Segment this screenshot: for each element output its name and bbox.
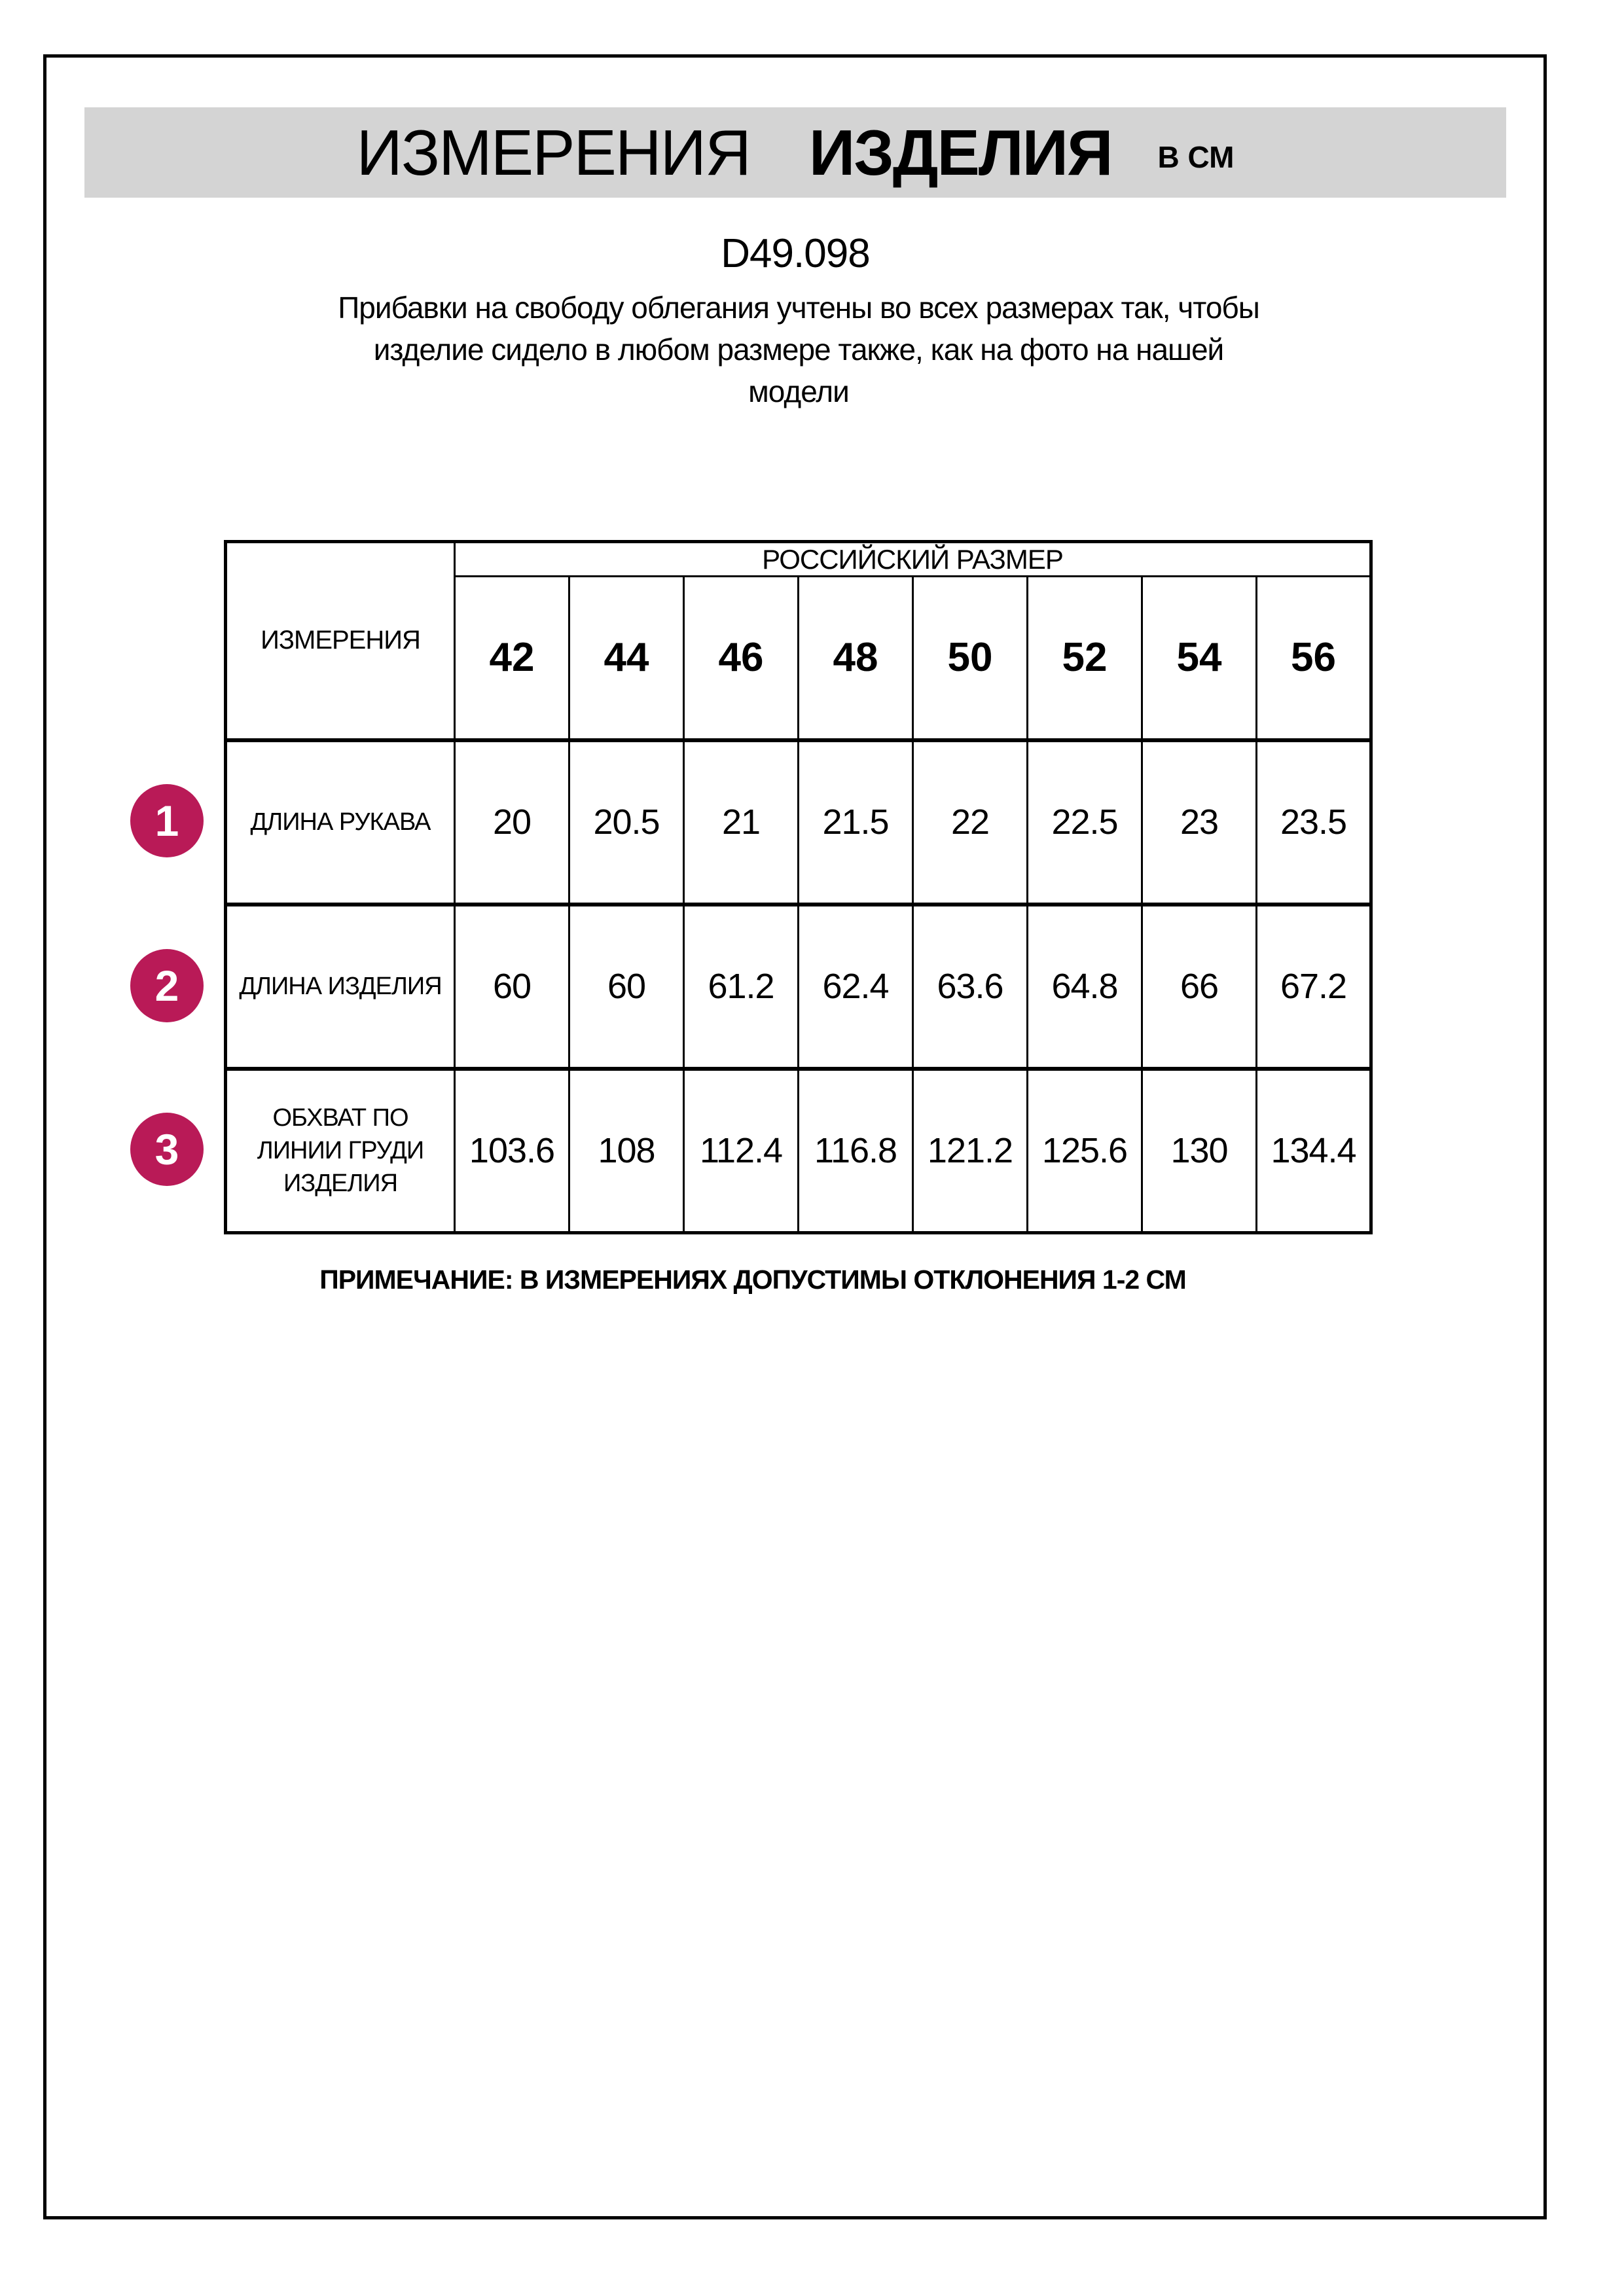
page-title-measurements: ИЗМЕРЕНИЯ	[356, 116, 750, 188]
intro-paragraph	[223, 287, 1375, 412]
value-cell: 62.4	[799, 905, 913, 1069]
size-header-cell: 44	[569, 577, 684, 740]
page-title-units: В СМ	[1157, 140, 1235, 174]
row-label-cell: ДЛИНА РУКАВА	[226, 740, 455, 905]
corner-label-cell: ИЗМЕРЕНИЯ	[226, 542, 455, 740]
value-cell: 121.2	[913, 1069, 1028, 1233]
value-cell: 22	[913, 740, 1028, 905]
value-cell: 103.6	[455, 1069, 569, 1233]
value-cell: 22.5	[1028, 740, 1142, 905]
row-number-badge-2	[130, 949, 204, 1022]
value-cell: 116.8	[799, 1069, 913, 1233]
value-cell: 23.5	[1257, 740, 1371, 905]
intro-line: модели	[748, 374, 849, 408]
value-cell: 108	[569, 1069, 684, 1233]
group-header-cell: РОССИЙСКИЙ РАЗМЕР	[455, 542, 1371, 577]
intro-line: Прибавки на свободу облегания учтены во всех размерах так, чтобы	[338, 291, 1259, 325]
table-row-item-length	[226, 905, 1371, 1069]
value-cell: 60	[455, 905, 569, 1069]
value-cell: 125.6	[1028, 1069, 1142, 1233]
table-row-sleeve-length	[226, 740, 1371, 905]
row-label-cell: ОБХВАТ ПО ЛИНИИ ГРУДИ ИЗДЕЛИЯ	[226, 1069, 455, 1233]
size-header-cell: 42	[455, 577, 569, 740]
size-header-cell: 50	[913, 577, 1028, 740]
tolerance-note: ПРИМЕЧАНИЕ: В ИЗМЕРЕНИЯХ ДОПУСТИМЫ ОТКЛОНЕНИЯ 1-2 СМ	[319, 1265, 1186, 1295]
size-header-cell: 56	[1257, 577, 1371, 740]
table-row-chest-girth	[226, 1069, 1371, 1233]
row-label-cell: ДЛИНА ИЗДЕЛИЯ	[226, 905, 455, 1069]
product-code: D49.098	[721, 231, 870, 276]
size-header-cell: 52	[1028, 577, 1142, 740]
badge-number: 1	[154, 797, 179, 845]
badge-number: 3	[154, 1125, 179, 1174]
page-title-product: ИЗДЕЛИЯ	[808, 116, 1112, 188]
value-cell: 21	[684, 740, 799, 905]
value-cell: 20.5	[569, 740, 684, 905]
value-cell: 67.2	[1257, 905, 1371, 1069]
value-cell: 64.8	[1028, 905, 1142, 1069]
size-header-cell: 46	[684, 577, 799, 740]
value-cell: 23	[1142, 740, 1257, 905]
badge-number: 2	[154, 961, 179, 1010]
value-cell: 130	[1142, 1069, 1257, 1233]
size-header-cell: 48	[799, 577, 913, 740]
value-cell: 20	[455, 740, 569, 905]
value-cell: 60	[569, 905, 684, 1069]
value-cell: 21.5	[799, 740, 913, 905]
size-header-cell: 54	[1142, 577, 1257, 740]
value-cell: 63.6	[913, 905, 1028, 1069]
size-table	[224, 540, 1373, 1234]
value-cell: 61.2	[684, 905, 799, 1069]
value-cell: 112.4	[684, 1069, 799, 1233]
intro-line: изделие сидело в любом размере также, как на фото на нашей	[373, 332, 1224, 367]
value-cell: 134.4	[1257, 1069, 1371, 1233]
value-cell: 66	[1142, 905, 1257, 1069]
row-number-badge-1	[130, 784, 204, 857]
header-bar	[84, 107, 1506, 198]
row-number-badge-3	[130, 1113, 204, 1186]
